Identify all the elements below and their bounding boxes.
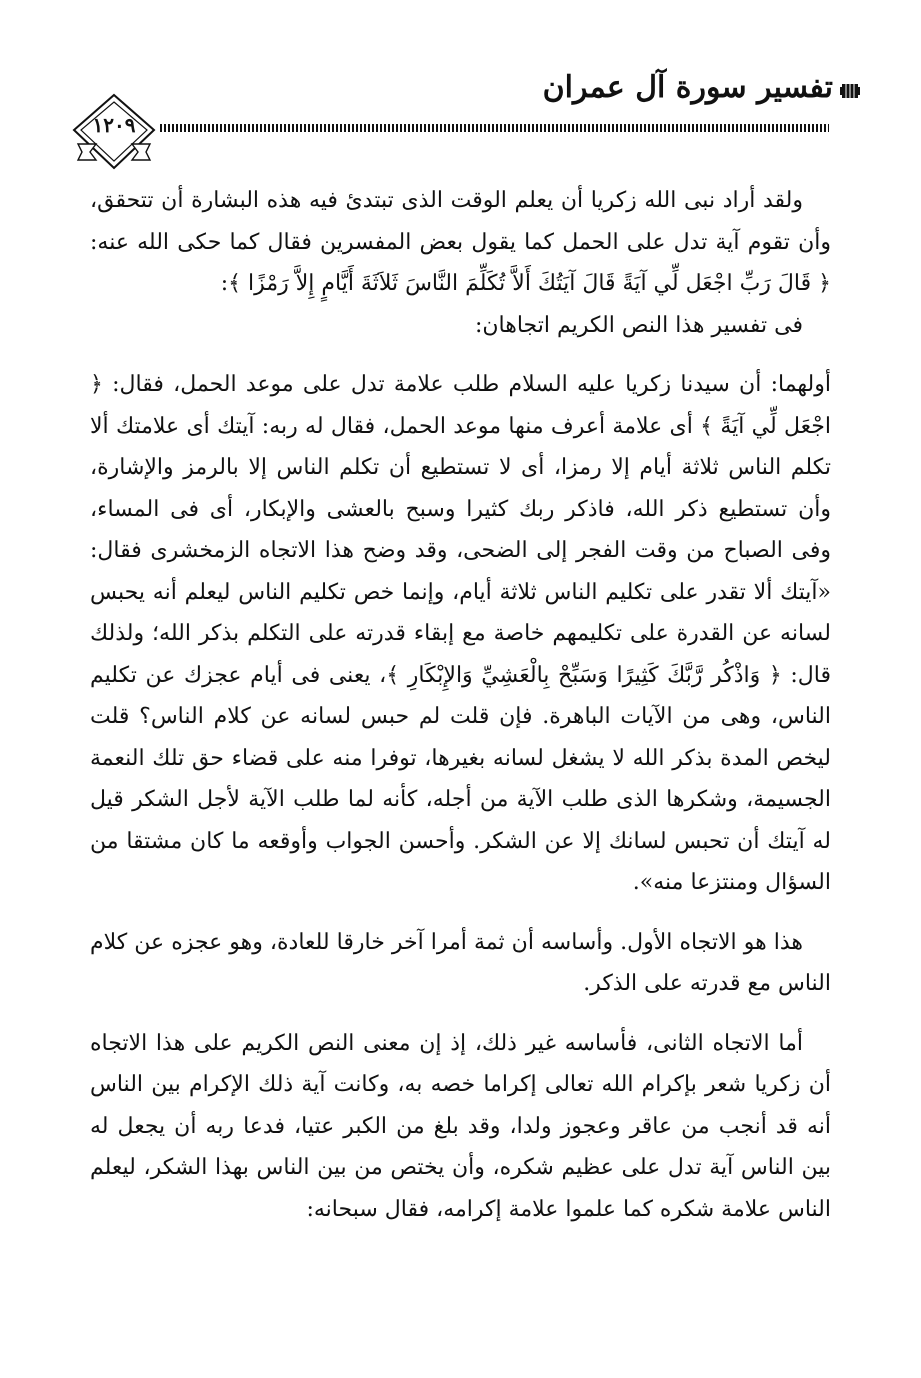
body-text (90, 180, 831, 1230)
header-rule (160, 124, 829, 132)
paragraph: ولقد أراد نبى الله زكريا أن يعلم الوقت الذى تبتدئ فيه هذه البشارة أن تتحقق، وأن تقوم آية تدل على الحمل كما يقول بعض المفسرين فقال كما حكى الله عنه: ﴿ قَالَ رَبِّ اجْعَل لِّي آيَةً قَالَ آيَتُكَ أَلاَّ تُكَلِّمَ النَّاسَ ثَلاَثَةَ أَيَّامٍ إِلاَّ رَمْزًا ﴾: (90, 188, 831, 296)
page-number: ١٢٠٩ (92, 113, 136, 137)
paragraph: أما الاتجاه الثانى، فأساسه غير ذلك، إذ إن معنى النص الكريم على هذا الاتجاه أن زكريا شعر بإكرام الله تعالى إكراما خصه به، وكانت آية ذلك الإكرام بين الناس أنه قد أنجب من عاقر وعجوز ولدا، وقد بلغ من الكبر عتيا، فدعا ربه أن يجعل له بين الناس آية تدل على عظيم شكره، وأن يختص من بين الناس بهذا الشكر، ليعلم الناس علامة شكره كما علموا علامة إكرامه، فقال سبحانه: (90, 1030, 831, 1222)
paragraph: هذا هو الاتجاه الأول. وأساسه أن ثمة أمرا آخر خارقا للعادة، وهو عجزه عن كلام الناس مع قدرته على الذكر. (90, 929, 831, 996)
paragraph: أولهما: أن سيدنا زكريا عليه السلام طلب علامة تدل على موعد الحمل، فقال: ﴿ اجْعَل لِّي آيَةً ﴾ أى علامة أعرف منها موعد الحمل، فقال له ربه: آيتك أى علامتك ألا تكلم الناس ثلاثة أيام إلا رمزا، أى لا تستطيع أن تكلم الناس إلا بالرمز والإشارة، وأن تستطيع ذكر الله، فاذكر ربك كثيرا وسبح بالعشى والإبكار، أى فى المساء، وفى الصباح من وقت الفجر إلى الضحى، وقد وضح هذا الاتجاه الزمخشرى فقال: «آيتك ألا تقدر على تكليم الناس ثلاثة أيام، وإنما خص تكليم الناس ليعلم أنه يحبس لسانه عن القدرة على تكليمهم خاصة مع إبقاء قدرته على التكلم بذكر الله؛ ولذلك قال: ﴿ وَاذْكُر رَّبَّكَ كَثِيرًا وَسَبِّحْ بِالْعَشِيِّ وَالإِبْكَارِ ﴾، يعنى فى أيام عجزك عن تكليم الناس، وهى من الآيات الباهرة. فإن قلت لم حبس لسانه عن كلام الناس؟ قلت ليخص المدة بذكر الله لا يشغل لسانه بغيرها، توفرا منه على قضاء حق تلك النعمة الجسيمة، وشكرها الذى طلب الآية من أجله، كأنه لما طلب الآية لأجل الشكر قيل له آيتك أن تحبس لسانك إلا عن الشكر. وأحسن الجواب وأوقعه ما كان مشتقا من السؤال ومنتزعا منه». (90, 372, 831, 895)
paragraph: فى تفسير هذا النص الكريم اتجاهان: (474, 312, 803, 338)
header-ornament-icon (839, 80, 861, 102)
page-title: تفسير سورة آل عمران (542, 70, 833, 105)
